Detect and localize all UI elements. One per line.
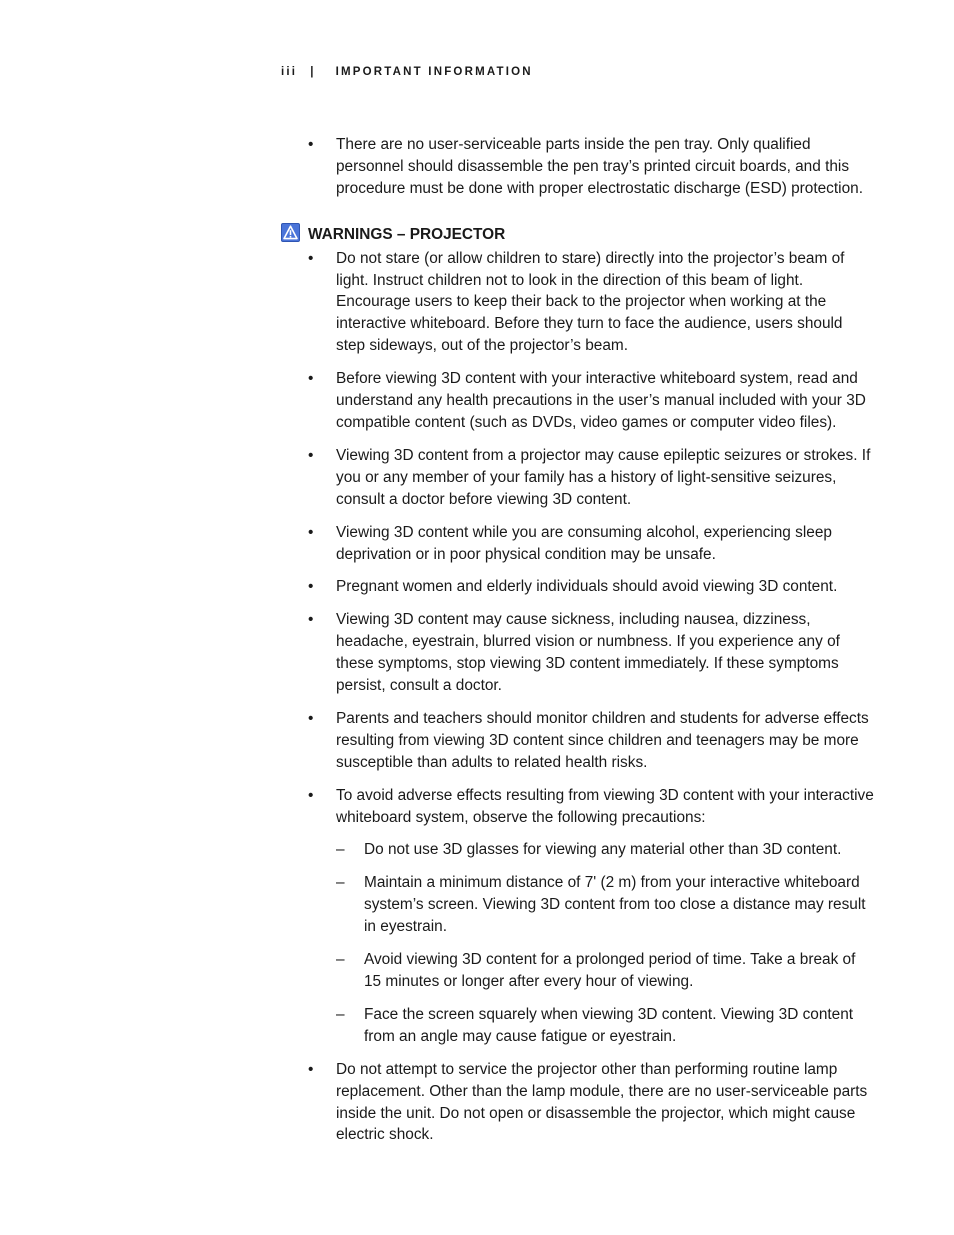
sublist-item — [336, 839, 874, 861]
page-number: iii — [281, 66, 298, 78]
warnings-title: WARNINGS – PROJECTOR — [308, 225, 506, 243]
bullet: • — [308, 611, 314, 629]
list-item-text: Parents and teachers should monitor children and students for adverse effects resulting from viewing 3D content since children and teenagers may be more susceptible than adults to related health risks. — [336, 709, 869, 771]
bullet: • — [308, 578, 314, 596]
list-item — [308, 445, 874, 511]
list-item-text: Viewing 3D content may cause sickness, including nausea, dizziness, headache, eyestrain, blurred vision or numbness. If you experience any of these symptoms, stop viewing 3D content immediately. If these symptoms persist, consult a doctor. — [336, 611, 840, 695]
bullet: • — [308, 1060, 314, 1078]
sublist-item — [336, 872, 874, 938]
list-item — [308, 609, 874, 697]
list-item — [308, 785, 874, 1048]
sublist-item — [336, 1004, 874, 1048]
dash: – — [336, 1005, 345, 1023]
sublist-item-text: Maintain a minimum distance of 7' (2 m) from your interactive whiteboard system’s screen. Viewing 3D content from too close a distance may result in eyestrain. — [364, 874, 866, 936]
list-item — [308, 708, 874, 774]
page-header — [281, 66, 533, 78]
sublist-item — [336, 949, 874, 993]
page-content — [308, 134, 874, 1146]
list-item-text: Viewing 3D content from a projector may cause epileptic seizures or strokes. If you or any member of your family has a history of light-sensitive seizures, consult a doctor before viewing 3D content. — [336, 446, 871, 508]
bullet: • — [308, 523, 314, 541]
list-item — [308, 248, 874, 358]
bullet: • — [308, 786, 314, 804]
sublist-item-text: Face the screen squarely when viewing 3D content. Viewing 3D content from an angle may cause fatigue or eyestrain. — [364, 1005, 854, 1045]
dash: – — [336, 951, 345, 969]
bullet: • — [308, 370, 314, 388]
sublist-item-text: Avoid viewing 3D content for a prolonged period of time. Take a break of 15 minutes or longer after every hour of viewing. — [364, 951, 856, 990]
bullet: • — [308, 446, 314, 464]
list-item-text: To avoid adverse effects resulting from viewing 3D content with your interactive whiteboard system, observe the following precautions: — [336, 786, 874, 826]
list-item — [308, 576, 874, 598]
list-item-text: Viewing 3D content while you are consuming alcohol, experiencing sleep deprivation or in poor physical condition may be unsafe. — [336, 523, 832, 563]
bullet: • — [308, 249, 314, 267]
list-item — [308, 1059, 874, 1147]
bullet: • — [308, 709, 314, 727]
list-item-text: Before viewing 3D content with your interactive whiteboard system, read and understand any health precautions in the user’s manual included with your 3D compatible content (such as DVDs, video games or computer video files). — [336, 370, 866, 431]
dash: – — [336, 874, 345, 892]
dash: – — [336, 841, 345, 859]
warnings-heading — [308, 224, 874, 246]
header-separator: | — [310, 66, 316, 78]
list-item-text: Pregnant women and elderly individuals should avoid viewing 3D content. — [336, 578, 838, 596]
list-item — [308, 522, 874, 566]
warnings-list — [308, 248, 874, 1147]
list-item — [308, 368, 874, 434]
sublist-item-text: Do not use 3D glasses for viewing any material other than 3D content. — [364, 841, 842, 859]
list-item-text: Do not attempt to service the projector other than performing routine lamp replacement. Other than the lamp module, there are no user-serviceable parts inside the unit. Do not open or disassemble the projector, which might cause electric shock. — [336, 1060, 868, 1144]
list-item-text: There are no user-serviceable parts inside the pen tray. Only qualified personnel should disassemble the pen tray’s printed circuit boards, and this procedure must be done with proper electrostatic discharge (ESD) protection. — [336, 136, 863, 197]
precautions-sublist — [336, 839, 874, 1047]
list-item-text: Do not stare (or allow children to stare) directly into the projector’s beam of light. Instruct children not to look in the direction of this beam of light. Encourage users to keep their back to the projector when working at the interactive whiteboard. Before they turn to face the audience, users should step sideways, out of the projector’s beam. — [336, 249, 845, 355]
section-title: IMPORTANT INFORMATION — [335, 66, 533, 78]
intro-list — [308, 134, 874, 200]
warning-triangle-icon — [281, 223, 300, 242]
list-item — [308, 134, 874, 200]
bullet: • — [308, 136, 314, 153]
